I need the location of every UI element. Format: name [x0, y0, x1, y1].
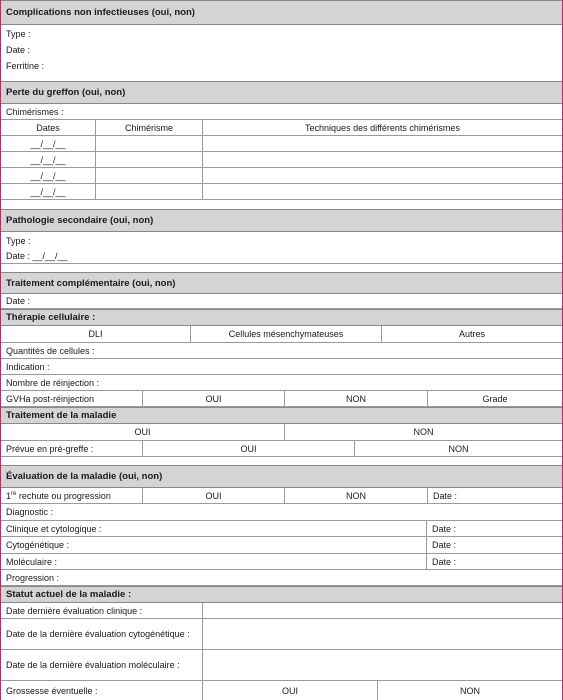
gvha-non-option[interactable]: NON [285, 391, 428, 406]
chimerisme-cell[interactable] [96, 184, 203, 199]
chimerismes-label-row [1, 104, 562, 120]
table-row [1, 184, 562, 200]
techniques-cell[interactable] [203, 168, 562, 183]
chimerisme-cell[interactable] [96, 152, 203, 167]
date-field[interactable] [1, 249, 562, 264]
rechute-date-field[interactable]: Date : [433, 490, 458, 501]
rechute-non-option[interactable]: NON [285, 488, 428, 503]
field-label: Ferritine : [6, 60, 45, 71]
techniques-cell[interactable] [203, 136, 562, 151]
field-label: Type : [6, 236, 31, 246]
grossesse-oui-option[interactable]: OUI [203, 681, 378, 700]
field-label: Nombre de réinjection : [6, 377, 100, 388]
prevue-row [1, 441, 562, 457]
derniere-cyto-input[interactable] [203, 619, 562, 649]
ordinal-suffix: re [11, 490, 17, 497]
derniere-mol-input[interactable] [203, 650, 562, 680]
traitement-maladie-options-row [1, 424, 562, 441]
date-cell[interactable]: __/__/__ [1, 168, 96, 183]
dli-option[interactable]: DLI [1, 326, 191, 342]
date-field[interactable] [1, 294, 562, 309]
type-field[interactable] [1, 26, 562, 42]
grade-field[interactable]: Grade [482, 393, 508, 404]
techniques-cell[interactable] [203, 184, 562, 199]
cytogenetique-row [1, 537, 562, 554]
moleculaire-date-field[interactable]: Date : [432, 556, 457, 567]
moleculaire-field[interactable]: Moléculaire : [1, 554, 427, 569]
derniere-clinique-row [1, 603, 562, 619]
rechute-text: rechute ou progression [16, 490, 111, 501]
section-title: Perte du greffon (oui, non) [6, 87, 126, 98]
chimerisme-cell[interactable] [96, 168, 203, 183]
prevue-non-option[interactable]: NON [448, 443, 469, 454]
date-cell[interactable]: __/__/__ [1, 136, 96, 151]
field-label: Date : __/__/__ [6, 251, 68, 261]
non-option[interactable]: NON [413, 427, 434, 437]
rechute-label: 1re rechute ou progression [1, 488, 143, 503]
prevue-label: Prévue en pré-greffe : [1, 441, 143, 456]
column-header-techniques: Techniques des différents chimérismes [305, 122, 460, 133]
diagnostic-field[interactable] [1, 504, 562, 521]
prevue-oui-option[interactable]: OUI [143, 441, 355, 456]
cellules-option[interactable]: Cellules mésenchymateuses [191, 326, 382, 342]
clinique-row [1, 521, 562, 537]
section-complications-header [1, 0, 562, 25]
derniere-mol-label: Date de la dernière évaluation moléculaire : [1, 650, 203, 680]
field-label: Progression : [6, 572, 60, 583]
gvha-label: GVHa post-réinjection [1, 391, 143, 406]
quantites-field[interactable] [1, 343, 562, 359]
clinique-field[interactable]: Clinique et cytologique : [1, 521, 427, 536]
autres-option[interactable]: Autres [458, 329, 485, 339]
type-field[interactable] [1, 233, 562, 249]
indication-field[interactable] [1, 359, 562, 375]
progression-field[interactable] [1, 570, 562, 586]
clinique-date-field[interactable]: Date : [432, 523, 457, 534]
date-field[interactable] [1, 42, 562, 58]
section-title: Complications non infectieuses (oui, non) [6, 7, 195, 18]
section-title: Thérapie cellulaire : [6, 312, 96, 323]
field-label: Date : [6, 45, 31, 55]
section-perte-header [1, 81, 562, 104]
grossesse-row [1, 681, 562, 700]
field-label: Date : [6, 296, 31, 306]
date-cell[interactable]: __/__/__ [1, 184, 96, 199]
ferritine-field[interactable] [1, 58, 562, 73]
rechute-oui-option[interactable]: OUI [143, 488, 285, 503]
table-row [1, 136, 562, 152]
chimerismes-table-header [1, 120, 562, 136]
column-header-dates: Dates [1, 120, 96, 135]
therapie-options-row [1, 326, 562, 343]
section-traitement-header [1, 272, 562, 294]
section-evaluation-header [1, 465, 562, 488]
chimerisme-cell[interactable] [96, 136, 203, 151]
gvha-oui-option[interactable]: OUI [143, 391, 285, 406]
section-title: Traitement de la maladie [6, 410, 117, 421]
derniere-clinique-label: Date dernière évaluation clinique : [1, 603, 203, 618]
section-therapie-header [1, 309, 562, 326]
derniere-clinique-input[interactable] [203, 603, 562, 618]
grossesse-label: Grossesse éventuelle : [1, 681, 203, 700]
cytogenetique-date-field[interactable]: Date : [432, 540, 457, 550]
rechute-row [1, 488, 562, 504]
oui-option[interactable]: OUI [1, 424, 285, 440]
cytogenetique-field[interactable]: Cytogénétique : [1, 537, 427, 553]
techniques-cell[interactable] [203, 152, 562, 167]
section-pathologie-header [1, 209, 562, 232]
field-label: Quantités de cellules : [6, 345, 95, 356]
table-row [1, 168, 562, 184]
column-header-chimerisme: Chimérisme [96, 120, 203, 135]
field-label: Type : [6, 29, 31, 39]
derniere-cyto-row [1, 619, 562, 650]
section-traitement-maladie-header [1, 407, 562, 424]
section-statut-header [1, 586, 562, 603]
reinjection-field[interactable] [1, 375, 562, 391]
section-title: Statut actuel de la maladie : [6, 589, 132, 600]
field-label: Chimérismes : [6, 106, 64, 117]
field-label: Indication : [6, 361, 50, 372]
moleculaire-row [1, 554, 562, 570]
derniere-mol-row [1, 650, 562, 681]
gvha-row [1, 391, 562, 407]
date-cell[interactable]: __/__/__ [1, 152, 96, 167]
derniere-cyto-label: Date de la dernière évaluation cytogénétique : [1, 619, 203, 649]
field-label: Diagnostic : [6, 507, 54, 517]
section-title: Évaluation de la maladie (oui, non) [6, 471, 163, 482]
section-title: Traitement complémentaire (oui, non) [6, 277, 176, 289]
section-title: Pathologie secondaire (oui, non) [6, 215, 154, 226]
table-row [1, 152, 562, 168]
grossesse-non-option[interactable]: NON [460, 685, 480, 696]
